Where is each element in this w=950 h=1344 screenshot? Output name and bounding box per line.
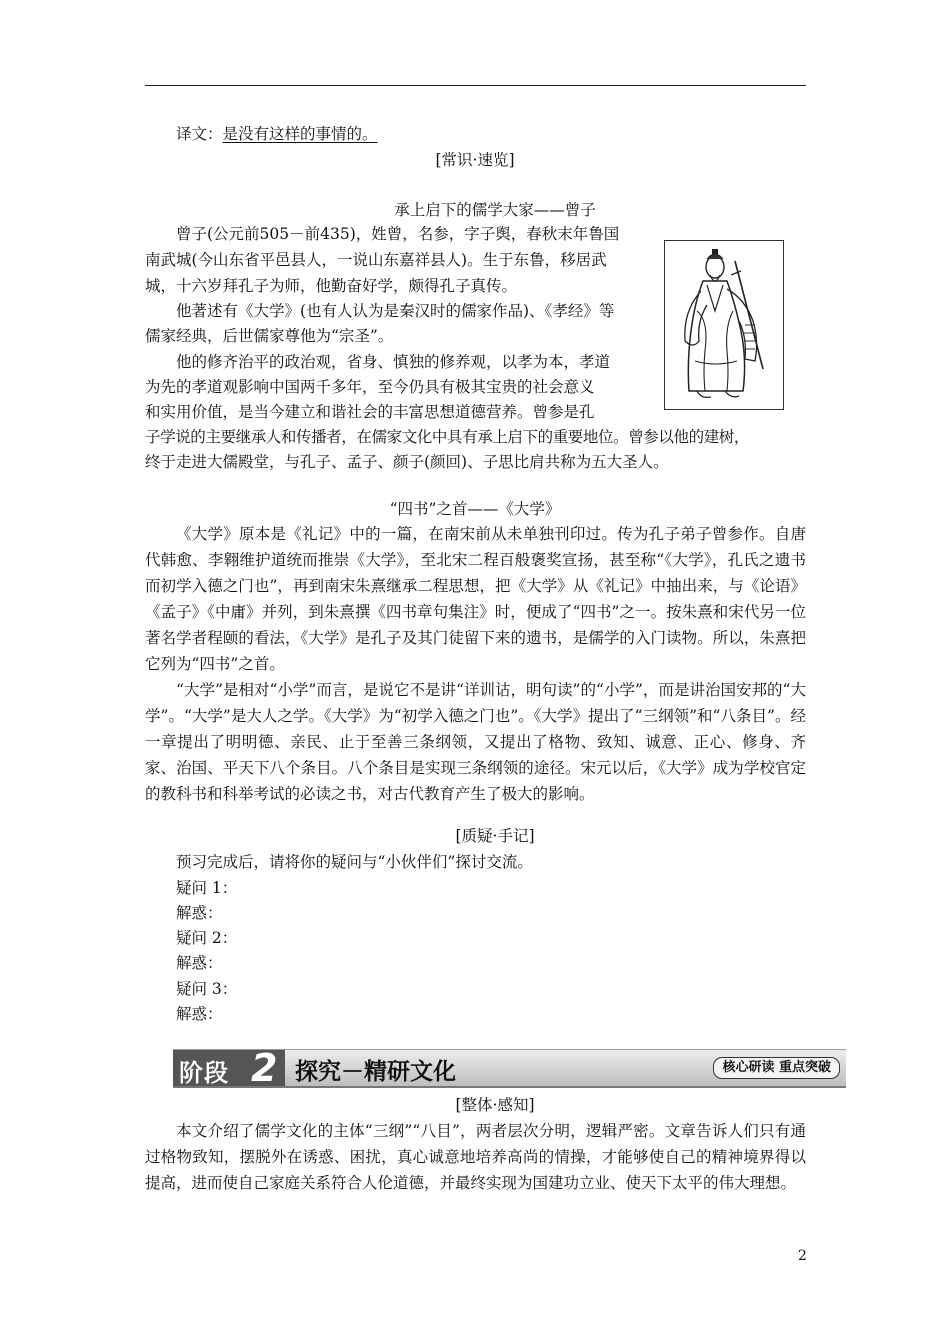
zengzi-p2-line2: 儒家经典，后世儒家尊他为“宗圣”。	[145, 327, 394, 345]
notes-intro: 预习完成后，请将你的疑问与“小伙伴们”探讨交流。	[176, 853, 533, 871]
zengzi-p1-line3: 城，十六岁拜孔子为师，他勤奋好学，颇得孔子真传。	[145, 277, 518, 295]
overall-body	[145, 1118, 806, 1196]
section-heading-common: [常识·速览]	[435, 151, 515, 169]
answer-1-label: 解惑：	[176, 904, 223, 922]
zengzi-title: 承上启下的儒学大家——曾子	[394, 201, 596, 219]
zengzi-p3-line1: 他的修齐治平的政治观，省身、慎独的修养观，以孝为本，孝道	[176, 353, 611, 371]
translation-line	[176, 122, 378, 147]
stage-label: 阶段	[179, 1059, 229, 1087]
zengzi-p3-line2: 为先的孝道观影响中国两千多年，至今仍具有极其宝贵的社会意义	[145, 378, 595, 396]
zengzi-p1-line1: 曾子(公元前505－前435)，姓曾，名参，字子舆，春秋末年鲁国	[176, 225, 620, 243]
zengzi-portrait	[664, 240, 784, 410]
question-3-label: 疑问 3：	[176, 980, 238, 998]
scholar-portrait-icon	[665, 241, 783, 409]
stage-badge	[173, 1046, 285, 1090]
stage-banner	[173, 1046, 846, 1090]
daxue-paragraph-2: “大学”是相对“小学”而言，是说它不是讲“详训诂，明句读”的“小学”，而是讲治国安邦的“大学”。“大学”是大人之学。《大学》为“初学入德之门也”。《大学》提出了“三纲领”和“八条目”。经一章提出了明明德、亲民、止于至善三条纲领，又提出了格物、致知、诚意、正心、修身、齐家、治国、平天下八个条目。八个条目是实现三条纲领的途径。宋元以后，《大学》成为学校官定的教科书和科举考试的必读之书，对古代教育产生了极大的影响。	[145, 681, 806, 803]
section-heading-overall: [整体·感知]	[455, 1096, 535, 1114]
daxue-title: “四书”之首——《大学》	[389, 500, 561, 518]
daxue-body	[145, 521, 806, 807]
translation-text: 是没有这样的事情的。	[222, 125, 378, 143]
zengzi-p2-line1: 他著述有《大学》(也有人认为是秦汉时的儒家作品)、《孝经》等	[176, 302, 615, 320]
zengzi-p3-line5: 终于走进大儒殿堂，与孔子、孟子、颜子(颜回)、子思比肩共称为五大圣人。	[145, 453, 669, 471]
answer-3-label: 解惑：	[176, 1005, 223, 1023]
stage-number: 2	[251, 1046, 278, 1090]
answer-2-label: 解惑：	[176, 954, 223, 972]
zengzi-p3-line4: 子学说的主要继承人和传播者，在儒家文化中具有承上启下的重要地位。曾参以他的建树，	[145, 428, 750, 446]
question-2-label: 疑问 2：	[176, 929, 238, 947]
overall-paragraph: 本文介绍了儒学文化的主体“三纲”“八目”，两者层次分明，逻辑严密。文章告诉人们只有通过格物致知，摆脱外在诱惑、困扰，真心诚意地培养高尚的情操，才能够使自己的精神境界得以提高，进而使自己家庭关系符合人伦道德，并最终实现为国建功立业、使天下太平的伟大理想。	[145, 1122, 806, 1192]
zengzi-p3-line3: 和实用价值，是当今建立和谐社会的丰富思想道德营养。曾参是孔	[145, 403, 595, 421]
translation-label: 译文：	[176, 125, 223, 143]
question-1-label: 疑问 1：	[176, 879, 238, 897]
page-number: 2	[798, 1248, 807, 1264]
zengzi-p1-line2: 南武城(今山东省平邑县人，一说山东嘉祥县人)。生于东鲁，移居武	[145, 251, 607, 269]
section-heading-notes: [质疑·手记]	[455, 827, 535, 845]
daxue-paragraph-1: 《大学》原本是《礼记》中的一篇，在南宋前从未单独刊印过。传为孔子弟子曾参作。自唐代韩愈、李翱维护道统而推崇《大学》，至北宋二程百般褒奖宣扬，甚至称“《大学》，孔氏之遗书而初学入德之门也”，再到南宋朱熹继承二程思想，把《大学》从《礼记》中抽出来，与《论语》《孟子》《中庸》并列，到朱熹撰《四书章句集注》时，便成了“四书”之一。按朱熹和宋代另一位著名学者程颐的看法，《大学》是孔子及其门徒留下来的遗书，是儒学的入门读物。所以，朱熹把它列为“四书”之首。	[145, 525, 806, 673]
header-rule	[145, 85, 806, 86]
stage-tag: 核心研读 重点突破	[713, 1057, 840, 1079]
stage-title: 探究－精研文化	[295, 1059, 456, 1085]
